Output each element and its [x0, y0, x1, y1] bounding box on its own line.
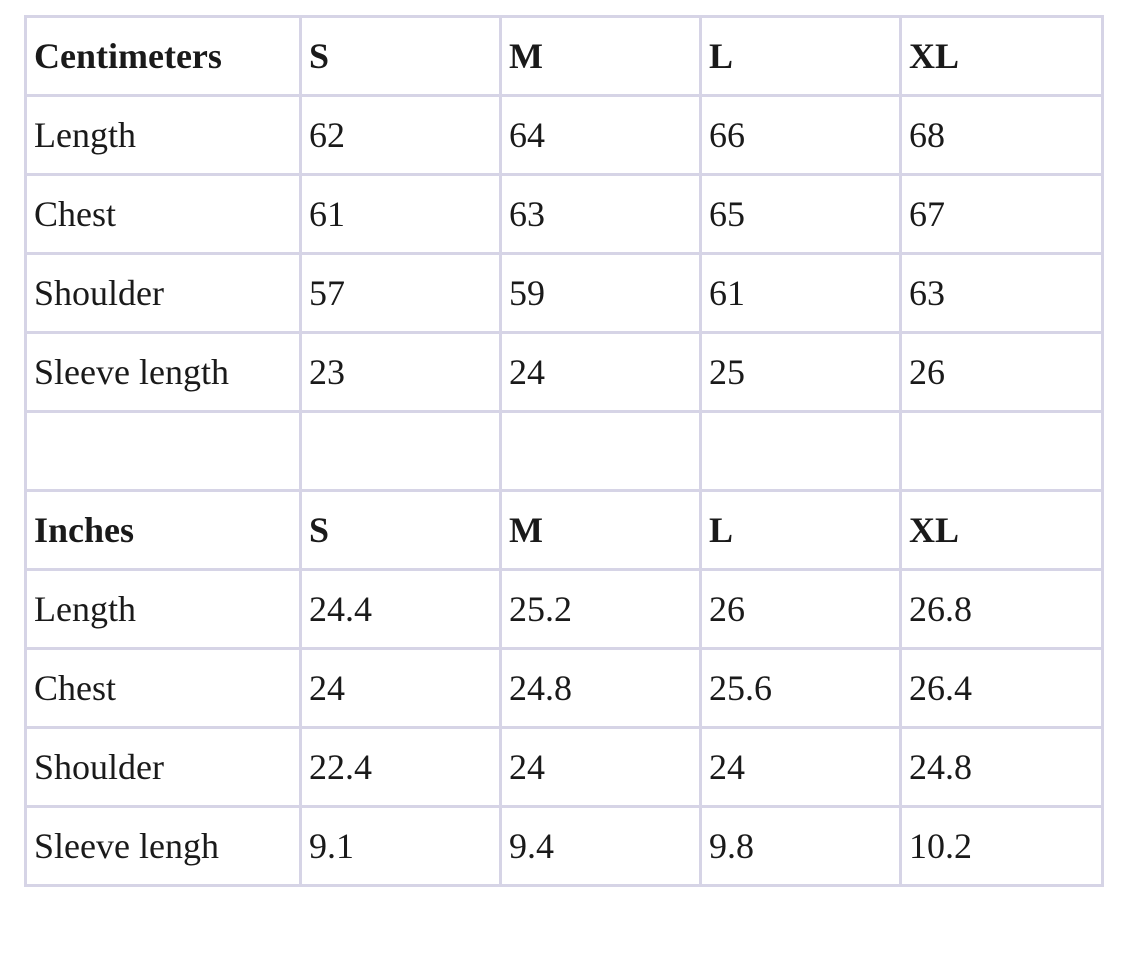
- table-cell: 24.4: [301, 570, 501, 649]
- table-cell: 61: [701, 254, 901, 333]
- table-row: [26, 807, 1103, 886]
- table-cell: 26.4: [901, 649, 1103, 728]
- table-cell: 61: [301, 175, 501, 254]
- table-cell: 10.2: [901, 807, 1103, 886]
- table-cell: 9.1: [301, 807, 501, 886]
- table-cell: 9.4: [501, 807, 701, 886]
- table-cell: 65: [701, 175, 901, 254]
- spacer-row: [26, 412, 1103, 491]
- table-cell: 67: [901, 175, 1103, 254]
- cm-header-row: [26, 17, 1103, 96]
- row-label: Sleeve length: [26, 333, 301, 412]
- empty-cell: [301, 412, 501, 491]
- table-cell: 25: [701, 333, 901, 412]
- table-cell: 59: [501, 254, 701, 333]
- empty-cell: [901, 412, 1103, 491]
- cm-unit-header: Centimeters: [26, 17, 301, 96]
- table-cell: 24.8: [901, 728, 1103, 807]
- table-cell: 24: [501, 333, 701, 412]
- row-label: Shoulder: [26, 254, 301, 333]
- in-size-m-header: M: [501, 491, 701, 570]
- table-cell: 63: [501, 175, 701, 254]
- table-cell: 24: [701, 728, 901, 807]
- in-size-xl-header: XL: [901, 491, 1103, 570]
- table-cell: 66: [701, 96, 901, 175]
- empty-cell: [701, 412, 901, 491]
- size-chart-table: [24, 15, 1104, 887]
- table-row: [26, 570, 1103, 649]
- table-cell: 23: [301, 333, 501, 412]
- table-row: [26, 254, 1103, 333]
- table-cell: 22.4: [301, 728, 501, 807]
- table-cell: 9.8: [701, 807, 901, 886]
- table-cell: 63: [901, 254, 1103, 333]
- table-row: [26, 649, 1103, 728]
- in-header-row: [26, 491, 1103, 570]
- table-row: [26, 728, 1103, 807]
- table-cell: 26: [701, 570, 901, 649]
- empty-cell: [26, 412, 301, 491]
- table-row: [26, 333, 1103, 412]
- in-size-l-header: L: [701, 491, 901, 570]
- row-label: Length: [26, 96, 301, 175]
- cm-size-s-header: S: [301, 17, 501, 96]
- empty-cell: [501, 412, 701, 491]
- in-unit-header: Inches: [26, 491, 301, 570]
- table-cell: 26.8: [901, 570, 1103, 649]
- table-cell: 64: [501, 96, 701, 175]
- table-row: [26, 96, 1103, 175]
- table-cell: 24.8: [501, 649, 701, 728]
- cm-size-m-header: M: [501, 17, 701, 96]
- row-label: Shoulder: [26, 728, 301, 807]
- table-cell: 57: [301, 254, 501, 333]
- table-cell: 62: [301, 96, 501, 175]
- row-label: Length: [26, 570, 301, 649]
- table-cell: 24: [301, 649, 501, 728]
- cm-size-l-header: L: [701, 17, 901, 96]
- table-cell: 25.6: [701, 649, 901, 728]
- row-label: Sleeve lengh: [26, 807, 301, 886]
- row-label: Chest: [26, 649, 301, 728]
- table-row: [26, 175, 1103, 254]
- in-size-s-header: S: [301, 491, 501, 570]
- row-label: Chest: [26, 175, 301, 254]
- table-cell: 25.2: [501, 570, 701, 649]
- cm-size-xl-header: XL: [901, 17, 1103, 96]
- table-cell: 24: [501, 728, 701, 807]
- table-cell: 68: [901, 96, 1103, 175]
- table-cell: 26: [901, 333, 1103, 412]
